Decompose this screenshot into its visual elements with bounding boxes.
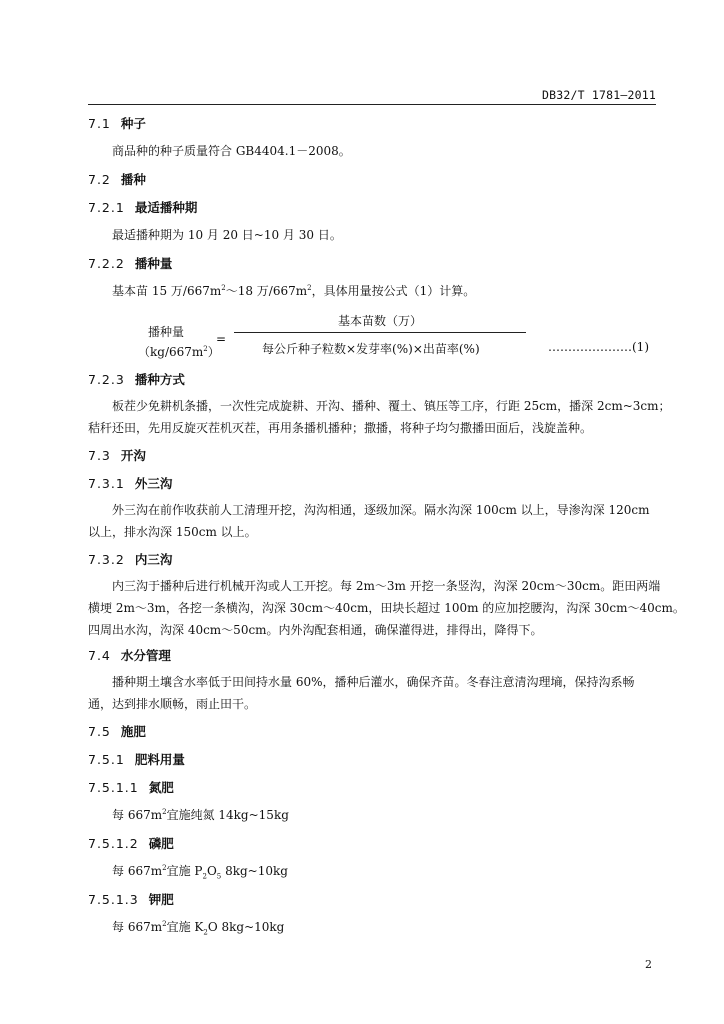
superscript: 2 [162,808,167,816]
text-line: 内三沟于播种后进行机械开沟或人工开挖。每 2m～3m 开挖一条竖沟，沟深 20cm～30cm。距田两端 [112,579,661,593]
paragraph-sowing-method [88,395,671,439]
subscript: 2 [203,928,208,937]
heading-7-2-1 [88,198,197,216]
paragraph-inner-ditches [88,575,685,641]
heading-7-3-1 [88,474,172,492]
fraction-bar [234,332,526,333]
heading-title: 种子 [120,116,146,131]
text-segment: ，具体用量按公式（1）计算。 [311,284,476,298]
formula-equals-sign: = [216,332,227,346]
superscript: 2 [162,920,167,928]
superscript: 2 [162,864,167,872]
heading-title: 外三沟 [134,476,173,491]
heading-number: 7.3 [88,448,111,463]
heading-number: 7.5.1.3 [88,892,139,907]
text-segment: 8kg~10kg [221,864,288,878]
heading-number: 7.2.2 [88,256,125,271]
heading-number: 7.3.2 [88,552,125,567]
text-line: 以上，排水沟深 150cm 以上。 [88,525,257,539]
superscript: 2 [221,284,226,292]
heading-title: 播种 [120,172,146,187]
formula-lhs-label: 播种量 [148,325,185,339]
heading-title: 播种方式 [134,372,185,387]
paragraph-seed-quality: 商品种的种子质量符合 GB4404.1－2008。 [112,144,351,158]
heading-7-5-1-3 [88,890,174,908]
superscript: 2 [307,284,312,292]
seeding-formula [0,310,724,360]
heading-number: 7.5.1.2 [88,836,139,851]
heading-7-2-3 [88,370,185,388]
heading-number: 7.2.1 [88,200,125,215]
heading-7-2-2 [88,254,172,272]
heading-title: 播种量 [134,256,173,271]
heading-title: 氮肥 [148,780,174,795]
heading-7-2 [88,170,146,188]
page-number: 2 [645,958,652,971]
text-line: 通，达到排水顺畅，雨止田干。 [88,697,257,711]
paragraph-outer-ditches [88,499,656,543]
heading-title: 施肥 [120,724,146,739]
heading-number: 7.2 [88,172,111,187]
text-segment: 宜施 K [166,920,204,934]
heading-7-5-1 [88,750,185,768]
heading-7-5-1-1 [88,778,174,796]
text-segment: 宜施 P [166,864,203,878]
text-line: 板茬少免耕机条播，一次性完成旋耕、开沟、播种、覆土、镇压等工序，行距 25cm，播深 2cm~3cm； [112,399,671,413]
heading-title: 水分管理 [120,648,171,663]
text-segment: ） [207,345,220,359]
heading-number: 7.3.1 [88,476,125,491]
heading-number: 7.2.3 [88,372,125,387]
heading-number: 7.4 [88,648,111,663]
text-segment: 每 667m [112,864,163,878]
subscript: 5 [216,872,222,881]
text-line: 外三沟在前作收获前人工清理开挖，沟沟相通，逐级加深。隔水沟深 100cm 以上，导渗沟深 120cm [112,503,650,517]
formula-denominator: 每公斤种子粒数×发芽率(%)×出苗率(%) [262,342,480,356]
heading-title: 钾肥 [148,892,174,907]
document-code: DB32/T 1781—2011 [542,88,656,102]
heading-7-4 [88,646,171,664]
paragraph-phosphorus-rate [112,862,288,880]
superscript: 2 [203,345,208,353]
paragraph-seeding-rate [112,282,475,299]
formula-reference-number: …………………(1) [548,340,649,354]
header-rule [88,104,656,105]
heading-title: 肥料用量 [134,752,185,767]
text-segment: 每 667m [112,808,163,822]
formula-numerator: 基本苗数（万） [338,314,423,328]
text-segment: 基本苗 15 万/667m [112,284,222,298]
text-segment: O [206,864,217,878]
text-segment: （kg/667m [138,345,204,359]
heading-title: 磷肥 [148,836,174,851]
heading-number: 7.5.1 [88,752,125,767]
heading-number: 7.5 [88,724,111,739]
heading-7-3 [88,446,146,464]
heading-number: 7.5.1.1 [88,780,139,795]
heading-title: 内三沟 [134,552,173,567]
paragraph-water-management [88,671,656,715]
text-segment: O 8kg~10kg [207,920,285,934]
paragraph-potassium-rate [112,918,284,936]
formula-lhs-unit [138,343,220,360]
heading-7-1 [88,114,146,132]
heading-number: 7.1 [88,116,111,131]
heading-7-5 [88,722,146,740]
paragraph-sowing-period: 最适播种期为 10 月 20 日~10 月 30 日。 [112,228,342,242]
paragraph-nitrogen-rate [112,806,289,823]
heading-7-3-2 [88,550,172,568]
text-line: 横埂 2m～3m，各挖一条横沟，沟深 30cm～40cm，田块长超过 100m 的应加挖腰沟，沟深 30cm～40cm。 [88,601,685,615]
text-segment: 每 667m [112,920,163,934]
text-line: 四周出水沟，沟深 40cm～50cm。内外沟配套相通，确保灌得进，排得出，降得下。 [88,623,543,637]
text-segment: ～18 万/667m [225,284,308,298]
subscript: 2 [202,872,207,881]
heading-title: 开沟 [120,448,146,463]
text-line: 播种期土壤含水率低于田间持水量 60%，播种后灌水，确保齐苗。冬春注意清沟理墒，保持沟系畅 [112,675,635,689]
heading-title: 最适播种期 [134,200,198,215]
heading-7-5-1-2 [88,834,174,852]
text-line: 秸秆还田，先用反旋灭茬机灭茬，再用条播机播种；撒播，将种子均匀撒播田面后，浅旋盖种。 [88,421,593,435]
text-segment: 宜施纯氮 14kg~15kg [166,808,289,822]
